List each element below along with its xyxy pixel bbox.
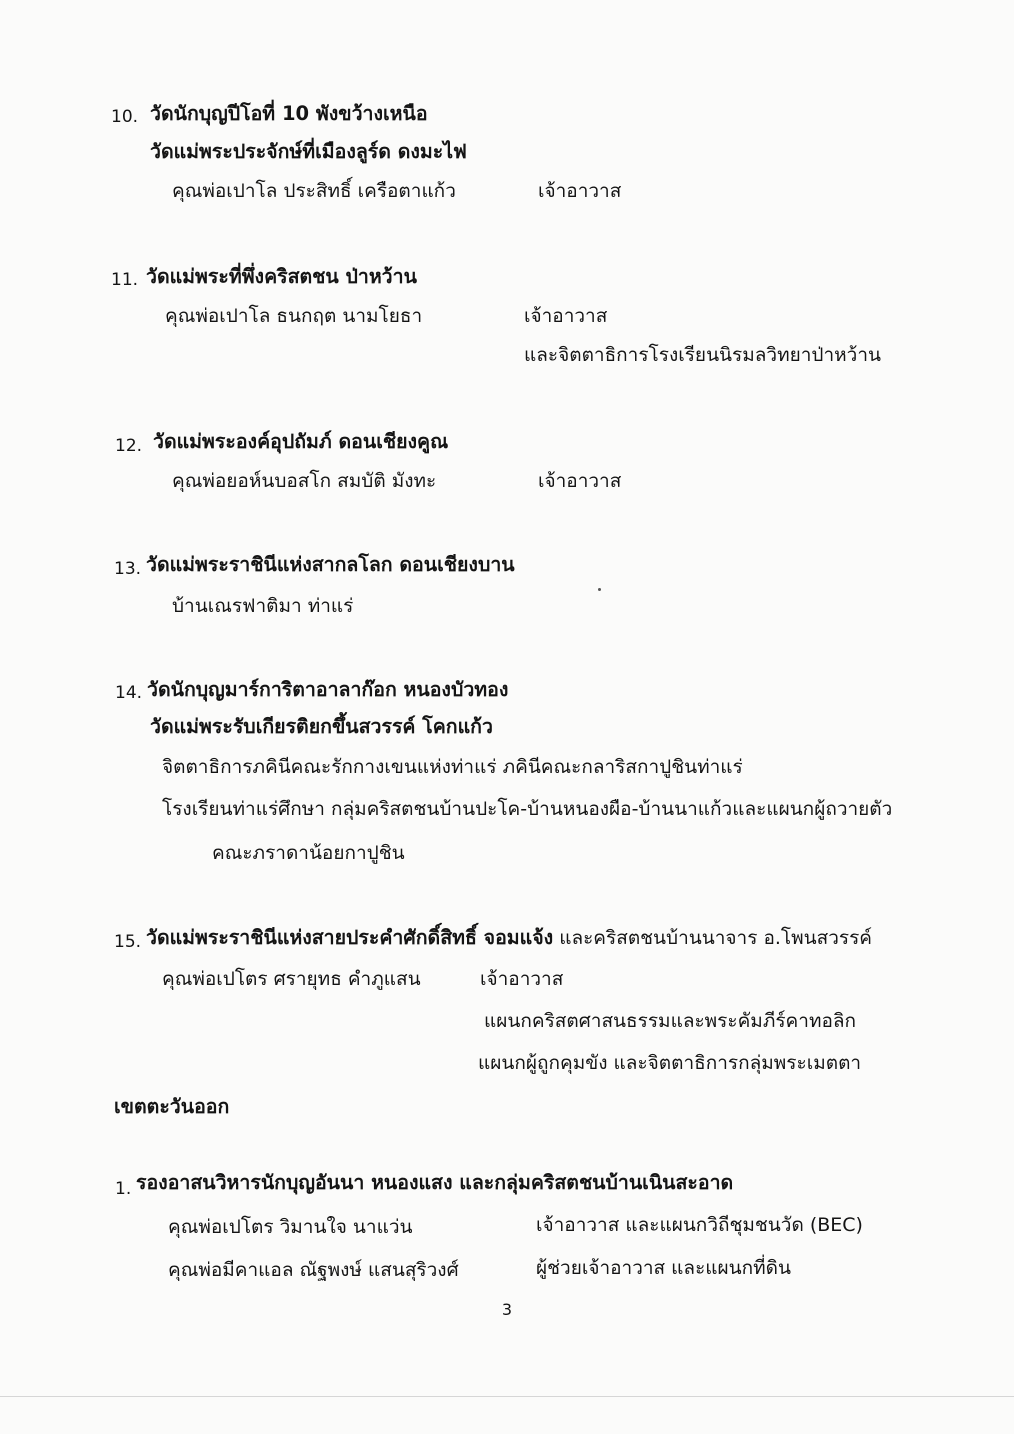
item-14-title-2: วัดแม่พระรับเกียรติยกขึ้นสวรรค์ โคกแก้ว	[150, 715, 493, 738]
item-15-title-bold: วัดแม่พระราชินีแห่งสายประคำศักดิ์สิทธิ์ จอมแจ้ง	[146, 926, 554, 949]
paper-speck	[598, 588, 601, 591]
item-10-title-2: วัดแม่พระประจักษ์ที่เมืองลูร์ด ดงมะไฟ	[150, 140, 467, 163]
item-11-title-1: วัดแม่พระที่พึ่งคริสตชน ป่าหว้าน	[146, 265, 417, 288]
item-15-person-role-3: แผนกผู้ถูกคุมขัง และจิตตาธิการกลุ่มพระเมตตา	[478, 1052, 862, 1074]
east-1-person-2-role: ผู้ช่วยเจ้าอาวาส และแผนกที่ดิน	[536, 1257, 791, 1279]
item-14-line-3: คณะภราดาน้อยกาปูชิน	[212, 842, 405, 864]
item-13-title-1: วัดแม่พระราชินีแห่งสากลโลก ดอนเชียงบาน	[146, 553, 515, 576]
item-14-line-2: โรงเรียนท่าแร่ศึกษา กลุ่มคริสตชนบ้านปะโค-บ้านหนองผือ-บ้านนาแก้วและแผนกผู้ถวายตัว	[162, 798, 893, 820]
east-1-person-2-name: คุณพ่อมีคาแอล ณัฐพงษ์ แสนสุริวงศ์	[168, 1259, 459, 1281]
item-11-number: 11.	[111, 270, 139, 290]
item-12-title-1: วัดแม่พระองค์อุปถัมภ์ ดอนเชียงคูณ	[153, 430, 449, 453]
item-13-line-1: บ้านเณรฟาติมา ท่าแร่	[172, 595, 354, 617]
item-15-person-role: เจ้าอาวาส	[480, 968, 564, 990]
item-13-number: 13.	[114, 559, 142, 579]
east-1-number: 1.	[115, 1179, 132, 1199]
item-10-number: 10.	[111, 107, 139, 127]
item-12-person-name: คุณพ่อยอห์นบอสโก สมบัติ มังทะ	[172, 470, 437, 492]
section-east-heading: เขตตะวันออก	[114, 1095, 230, 1118]
page-bottom-edge	[0, 1396, 1014, 1397]
east-1-title-1: รองอาสนวิหารนักบุญอันนา หนองแสง และกลุ่มคริสตชนบ้านเนินสะอาด	[136, 1171, 734, 1194]
item-11-person-role-2: และจิตตาธิการโรงเรียนนิรมลวิทยาป่าหว้าน	[524, 344, 881, 366]
item-12-number: 12.	[115, 436, 143, 456]
item-14-line-1: จิตตาธิการภคินีคณะรักกางเขนแห่งท่าแร่ ภคินีคณะกลาริสกาปูชินท่าแร่	[162, 756, 743, 778]
item-10-person-name: คุณพ่อเปาโล ประสิทธิ์ เครือตาแก้ว	[172, 180, 456, 202]
item-15-person-role-2: แผนกคริสตศาสนธรรมและพระคัมภีร์คาทอลิก	[484, 1010, 857, 1032]
item-11-person-name: คุณพ่อเปาโล ธนกฤต นามโยธา	[165, 305, 423, 327]
east-1-person-1-role: เจ้าอาวาส และแผนกวิถีชุมชนวัด (BEC)	[536, 1214, 863, 1236]
item-15-person-name: คุณพ่อเปโตร ศรายุทธ คำภูแสน	[162, 968, 421, 990]
page-number: 3	[501, 1300, 513, 1319]
east-1-person-1-name: คุณพ่อเปโตร วิมานใจ นาแว่น	[168, 1216, 413, 1238]
item-15-title	[146, 925, 872, 951]
item-14-number: 14.	[115, 683, 143, 703]
item-15-title-rest: และคริสตชนบ้านนาจาร อ.โพนสวรรค์	[553, 927, 873, 949]
item-14-title-1: วัดนักบุญมาร์การิตาอาลาก๊อก หนองบัวทอง	[147, 678, 509, 701]
item-10-person-role: เจ้าอาวาส	[538, 180, 622, 202]
item-10-title-1: วัดนักบุญปีโอที่ 10 พังขว้างเหนือ	[150, 102, 428, 125]
item-12-person-role: เจ้าอาวาส	[538, 470, 622, 492]
item-15-number: 15.	[114, 932, 142, 952]
item-11-person-role: เจ้าอาวาส	[524, 305, 608, 327]
